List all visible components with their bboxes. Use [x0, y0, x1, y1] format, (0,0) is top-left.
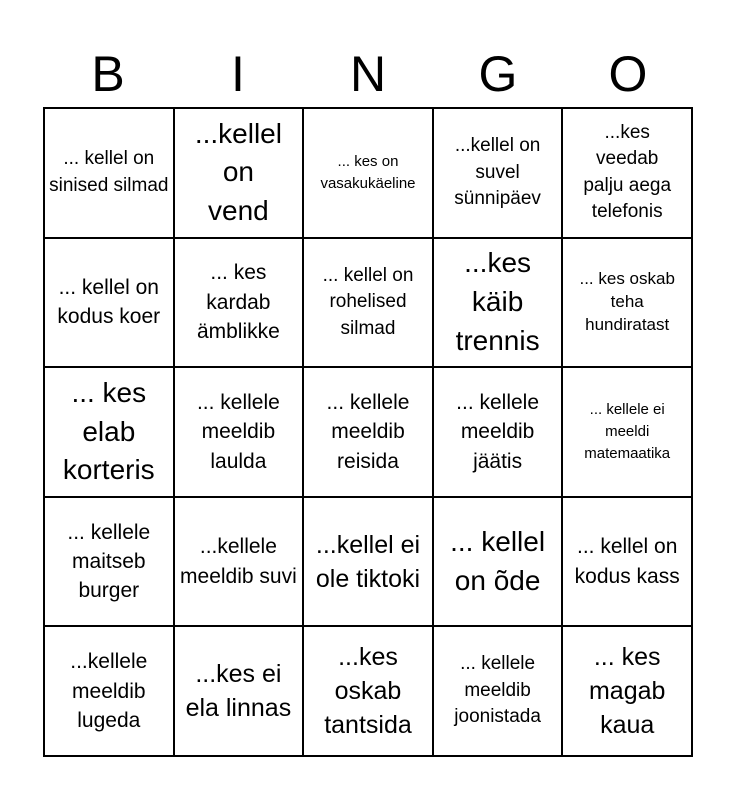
header-letter-g: G	[478, 46, 518, 102]
header-letter-b: B	[91, 46, 125, 102]
bingo-cell-r1-c1[interactable]: ... kellel on sinised silmad	[44, 108, 174, 238]
bingo-cell-r4-c2[interactable]: ...kellele meeldib suvi	[174, 497, 304, 627]
bingo-cell-r2-c2[interactable]: ... kes kardab ämblikke	[174, 238, 304, 368]
bingo-cell-r3-c5[interactable]: ... kellele ei meeldi matemaatika	[562, 367, 692, 497]
bingo-cell-r3-c4[interactable]: ... kellele meeldib jäätis	[433, 367, 563, 497]
bingo-cell-r3-c3[interactable]: ... kellele meeldib reisida	[303, 367, 433, 497]
bingo-cell-r5-c4[interactable]: ... kellele meeldib joonistada	[433, 626, 563, 756]
bingo-cell-r2-c1[interactable]: ... kellel on kodus koer	[44, 238, 174, 368]
bingo-cell-r1-c5[interactable]: ...kes veedab palju aega telefonis	[562, 108, 692, 238]
bingo-cell-r5-c1[interactable]: ...kellele meeldib lugeda	[44, 626, 174, 756]
bingo-cell-r3-c2[interactable]: ... kellele meeldib laulda	[174, 367, 304, 497]
bingo-cell-r4-c3[interactable]: ...kellel ei ole tiktoki	[303, 497, 433, 627]
bingo-cell-r2-c5[interactable]: ... kes oskab teha hundiratast	[562, 238, 692, 368]
bingo-cell-r4-c4[interactable]: ... kellel on õde	[433, 497, 563, 627]
bingo-cell-r1-c4[interactable]: ...kellel on suvel sünnipäev	[433, 108, 563, 238]
bingo-header	[43, 40, 693, 108]
bingo-cell-r4-c5[interactable]: ... kellel on kodus kass	[562, 497, 692, 627]
header-letter-o: O	[608, 46, 648, 102]
bingo-cell-r5-c5[interactable]: ... kes magab kaua	[562, 626, 692, 756]
bingo-cell-r5-c3[interactable]: ...kes oskab tantsida	[303, 626, 433, 756]
bingo-cell-r2-c4[interactable]: ...kes käib trennis	[433, 238, 563, 368]
bingo-cell-r1-c3[interactable]: ... kes on vasakukäeline	[303, 108, 433, 238]
bingo-cell-r4-c1[interactable]: ... kellele maitseb burger	[44, 497, 174, 627]
bingo-cell-r3-c1[interactable]: ... kes elab korteris	[44, 367, 174, 497]
bingo-cell-r2-c3[interactable]: ... kellel on rohelised silmad	[303, 238, 433, 368]
bingo-card	[43, 107, 693, 757]
bingo-cell-r1-c2[interactable]: ...kellel on vend	[174, 108, 304, 238]
header-letter-n: N	[349, 46, 387, 102]
bingo-cell-r5-c2[interactable]: ...kes ei ela linnas	[174, 626, 304, 756]
header-letter-i: I	[231, 46, 245, 102]
